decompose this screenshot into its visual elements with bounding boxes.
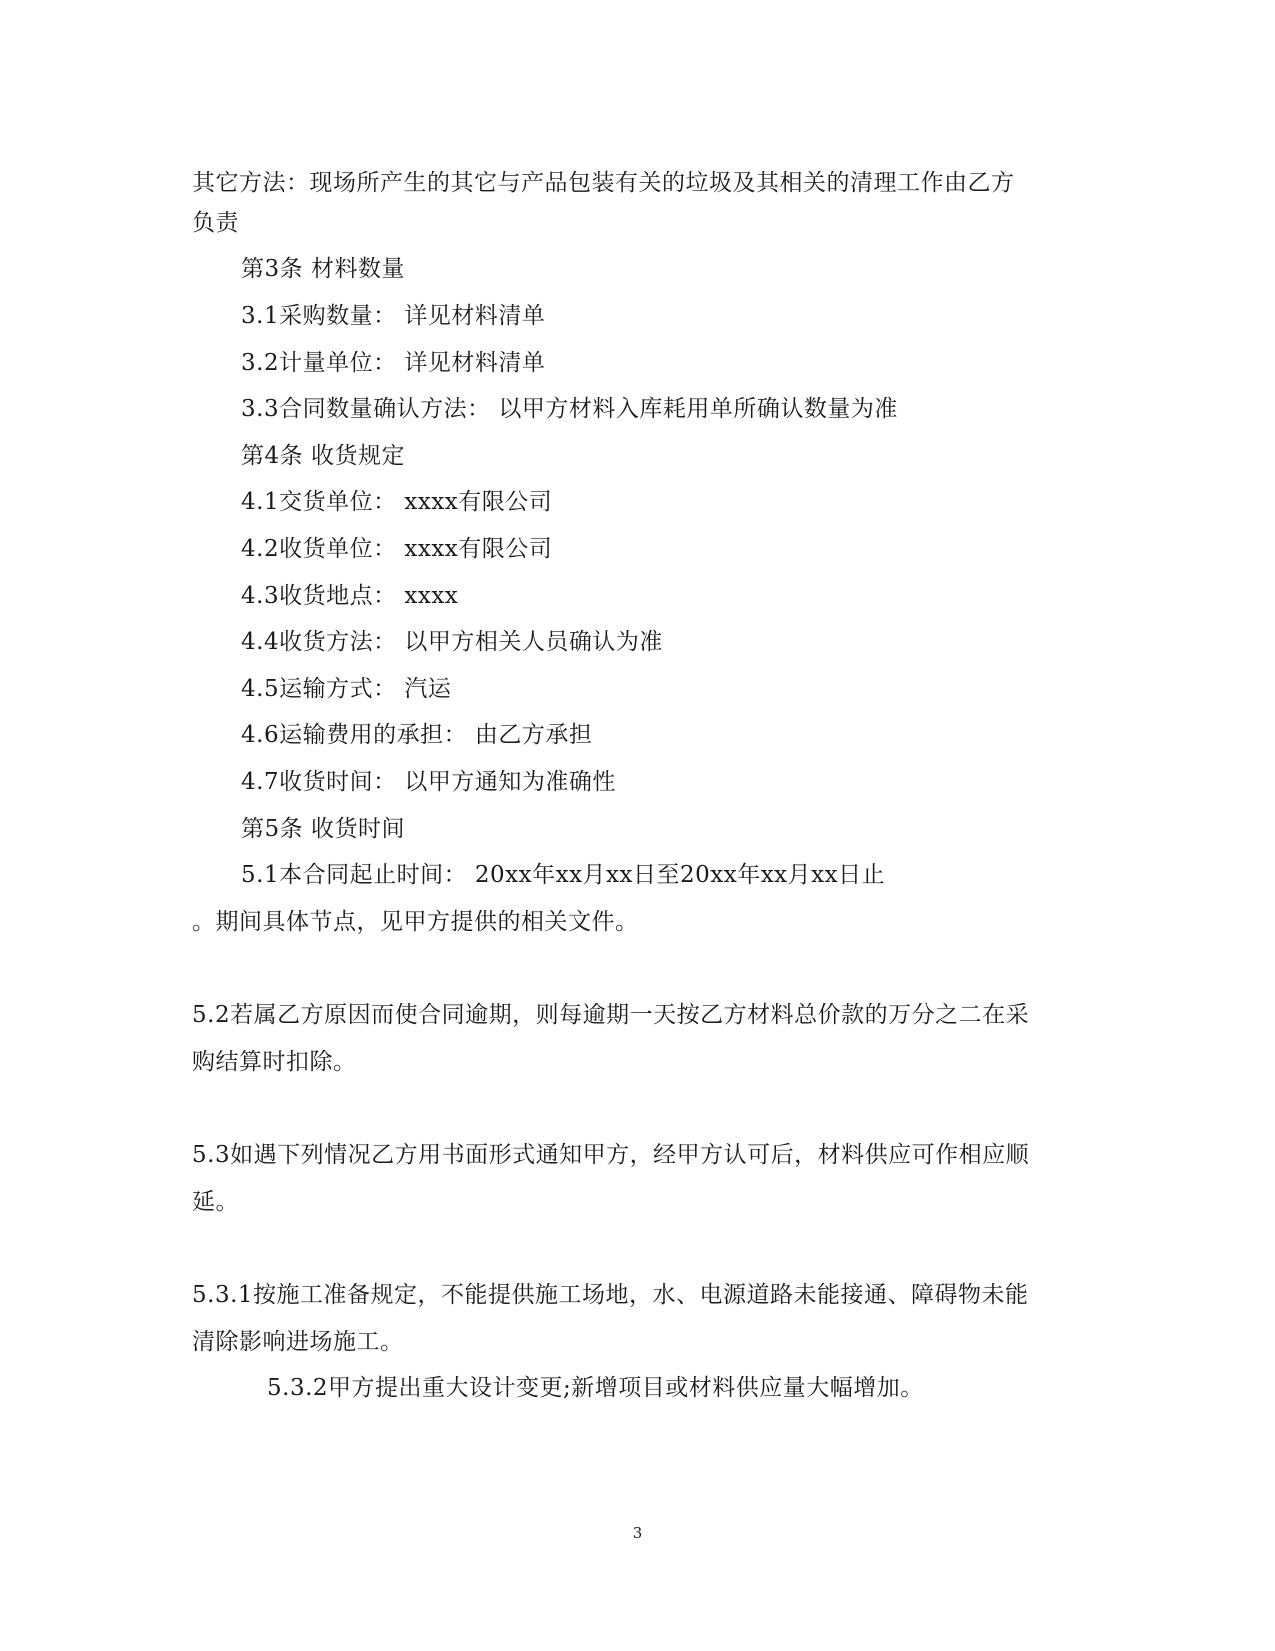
text-line: 4.6运输费用的承担： 由乙方承担: [241, 722, 593, 748]
text-line: 4.4收货方法： 以甲方相关人员确认为准: [241, 629, 663, 655]
text-line: 5.3.1按施工准备规定，不能提供施工场地，水、电源道路未能接通、障碍物未能: [192, 1282, 1029, 1308]
text-line: 4.3收货地点： xxxx: [241, 583, 459, 609]
text-line: 5.3.2甲方提出重大设计变更;新增项目或材料供应量大幅增加。: [267, 1375, 924, 1401]
text-line: 5.2若属乙方原因而使合同逾期，则每逾期一天按乙方材料总价款的万分之二在采: [192, 1002, 1030, 1028]
text-line: 。期间具体节点，见甲方提供的相关文件。: [192, 909, 639, 935]
section-heading: 第4条 收货规定: [241, 443, 405, 469]
text-line: 5.3如遇下列情况乙方用书面形式通知甲方，经甲方认可后，材料供应可作相应顺: [192, 1142, 1030, 1168]
section-heading: 第3条 材料数量: [241, 256, 405, 282]
text-line: 4.5运输方式： 汽运: [241, 676, 452, 702]
text-line: 3.2计量单位： 详见材料清单: [241, 350, 546, 376]
section-heading: 第5条 收货时间: [241, 816, 405, 842]
text-line: 其它方法：现场所产生的其它与产品包装有关的垃圾及其相关的清理工作由乙方: [192, 170, 1015, 196]
text-line: 4.1交货单位： xxxx有限公司: [241, 489, 553, 515]
text-line: 4.7收货时间： 以甲方通知为准确性: [241, 769, 616, 795]
text-line: 延。: [192, 1189, 239, 1215]
text-line: 3.3合同数量确认方法： 以甲方材料入库耗用单所确认数量为准: [241, 396, 898, 422]
text-line: 购结算时扣除。: [192, 1049, 357, 1075]
text-line: 负责: [192, 210, 239, 236]
text-line: 清除影响进场施工。: [192, 1329, 404, 1355]
text-line: 4.2收货单位： xxxx有限公司: [241, 536, 553, 562]
page-number: 3: [632, 1524, 643, 1542]
text-line: 5.1本合同起止时间： 20xx年xx月xx日至20xx年xx月xx日止: [241, 862, 886, 888]
text-line: 3.1采购数量： 详见材料清单: [241, 303, 546, 329]
